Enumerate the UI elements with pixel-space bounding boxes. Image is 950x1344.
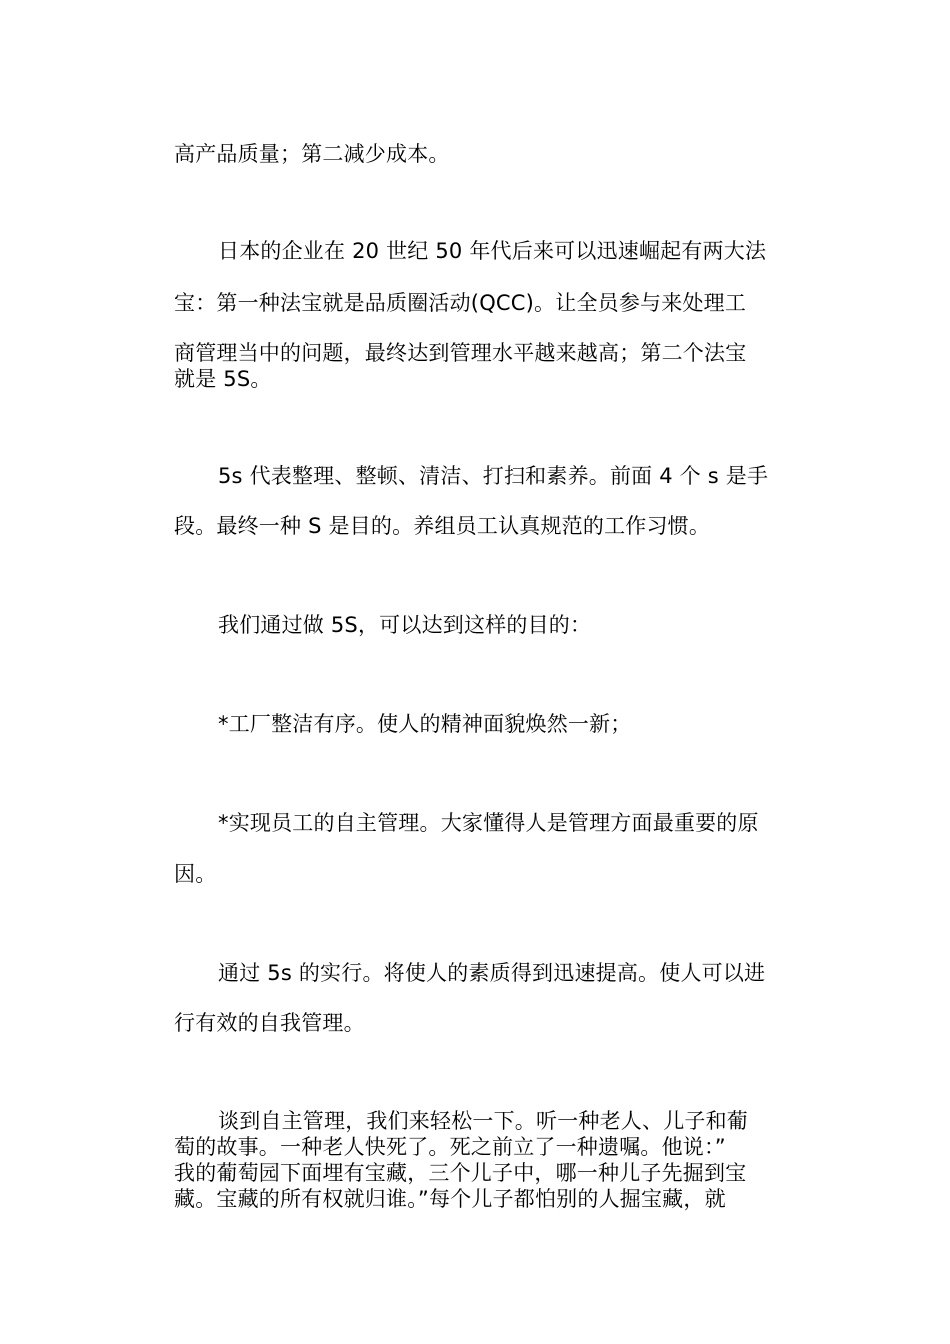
- text-line: *工厂整洁有序。使人的精神面貌焕然一新；: [218, 712, 632, 736]
- text-line: 萄的故事。一种老人快死了。死之前立了一种遗嘱。他说：”: [174, 1135, 726, 1159]
- text-line: 高产品质量；第二减少成本。: [174, 142, 450, 166]
- text-line: 藏。宝藏的所有权就归谁。”每个儿子都怕别的人掘宝藏，就: [174, 1187, 726, 1211]
- text-line: 我们通过做 5S，可以达到这样的目的：: [218, 613, 592, 637]
- text-line: *实现员工的自主管理。大家懂得人是管理方面最重要的原: [218, 811, 759, 835]
- text-line: 日本的企业在 20 世纪 50 年代后来可以迅速崛起有两大法: [218, 239, 767, 263]
- text-line: 商管理当中的问题，最终达到管理水平越来越高；第二个法宝: [174, 341, 747, 365]
- text-line: 就是 5S。: [174, 367, 272, 391]
- text-line: 因。: [174, 862, 217, 886]
- text-line: 宝：第一种法宝就是品质圈活动(QCC)。让全员参与来处理工: [174, 291, 747, 315]
- text-line: 谈到自主管理，我们来轻松一下。听一种老人、儿子和葡: [218, 1109, 748, 1133]
- text-line: 通过 5s 的实行。将使人的素质得到迅速提高。使人可以进: [218, 961, 766, 985]
- text-line: 5s 代表整理、整顿、清洁、打扫和素养。前面 4 个 s 是手: [218, 464, 769, 488]
- text-line: 我的葡萄园下面埋有宝藏，三个儿子中，哪一种儿子先掘到宝: [174, 1161, 747, 1185]
- text-line: 段。最终一种 S 是目的。养组员工认真规范的工作习惯。: [174, 514, 711, 538]
- text-line: 行有效的自我管理。: [174, 1011, 365, 1035]
